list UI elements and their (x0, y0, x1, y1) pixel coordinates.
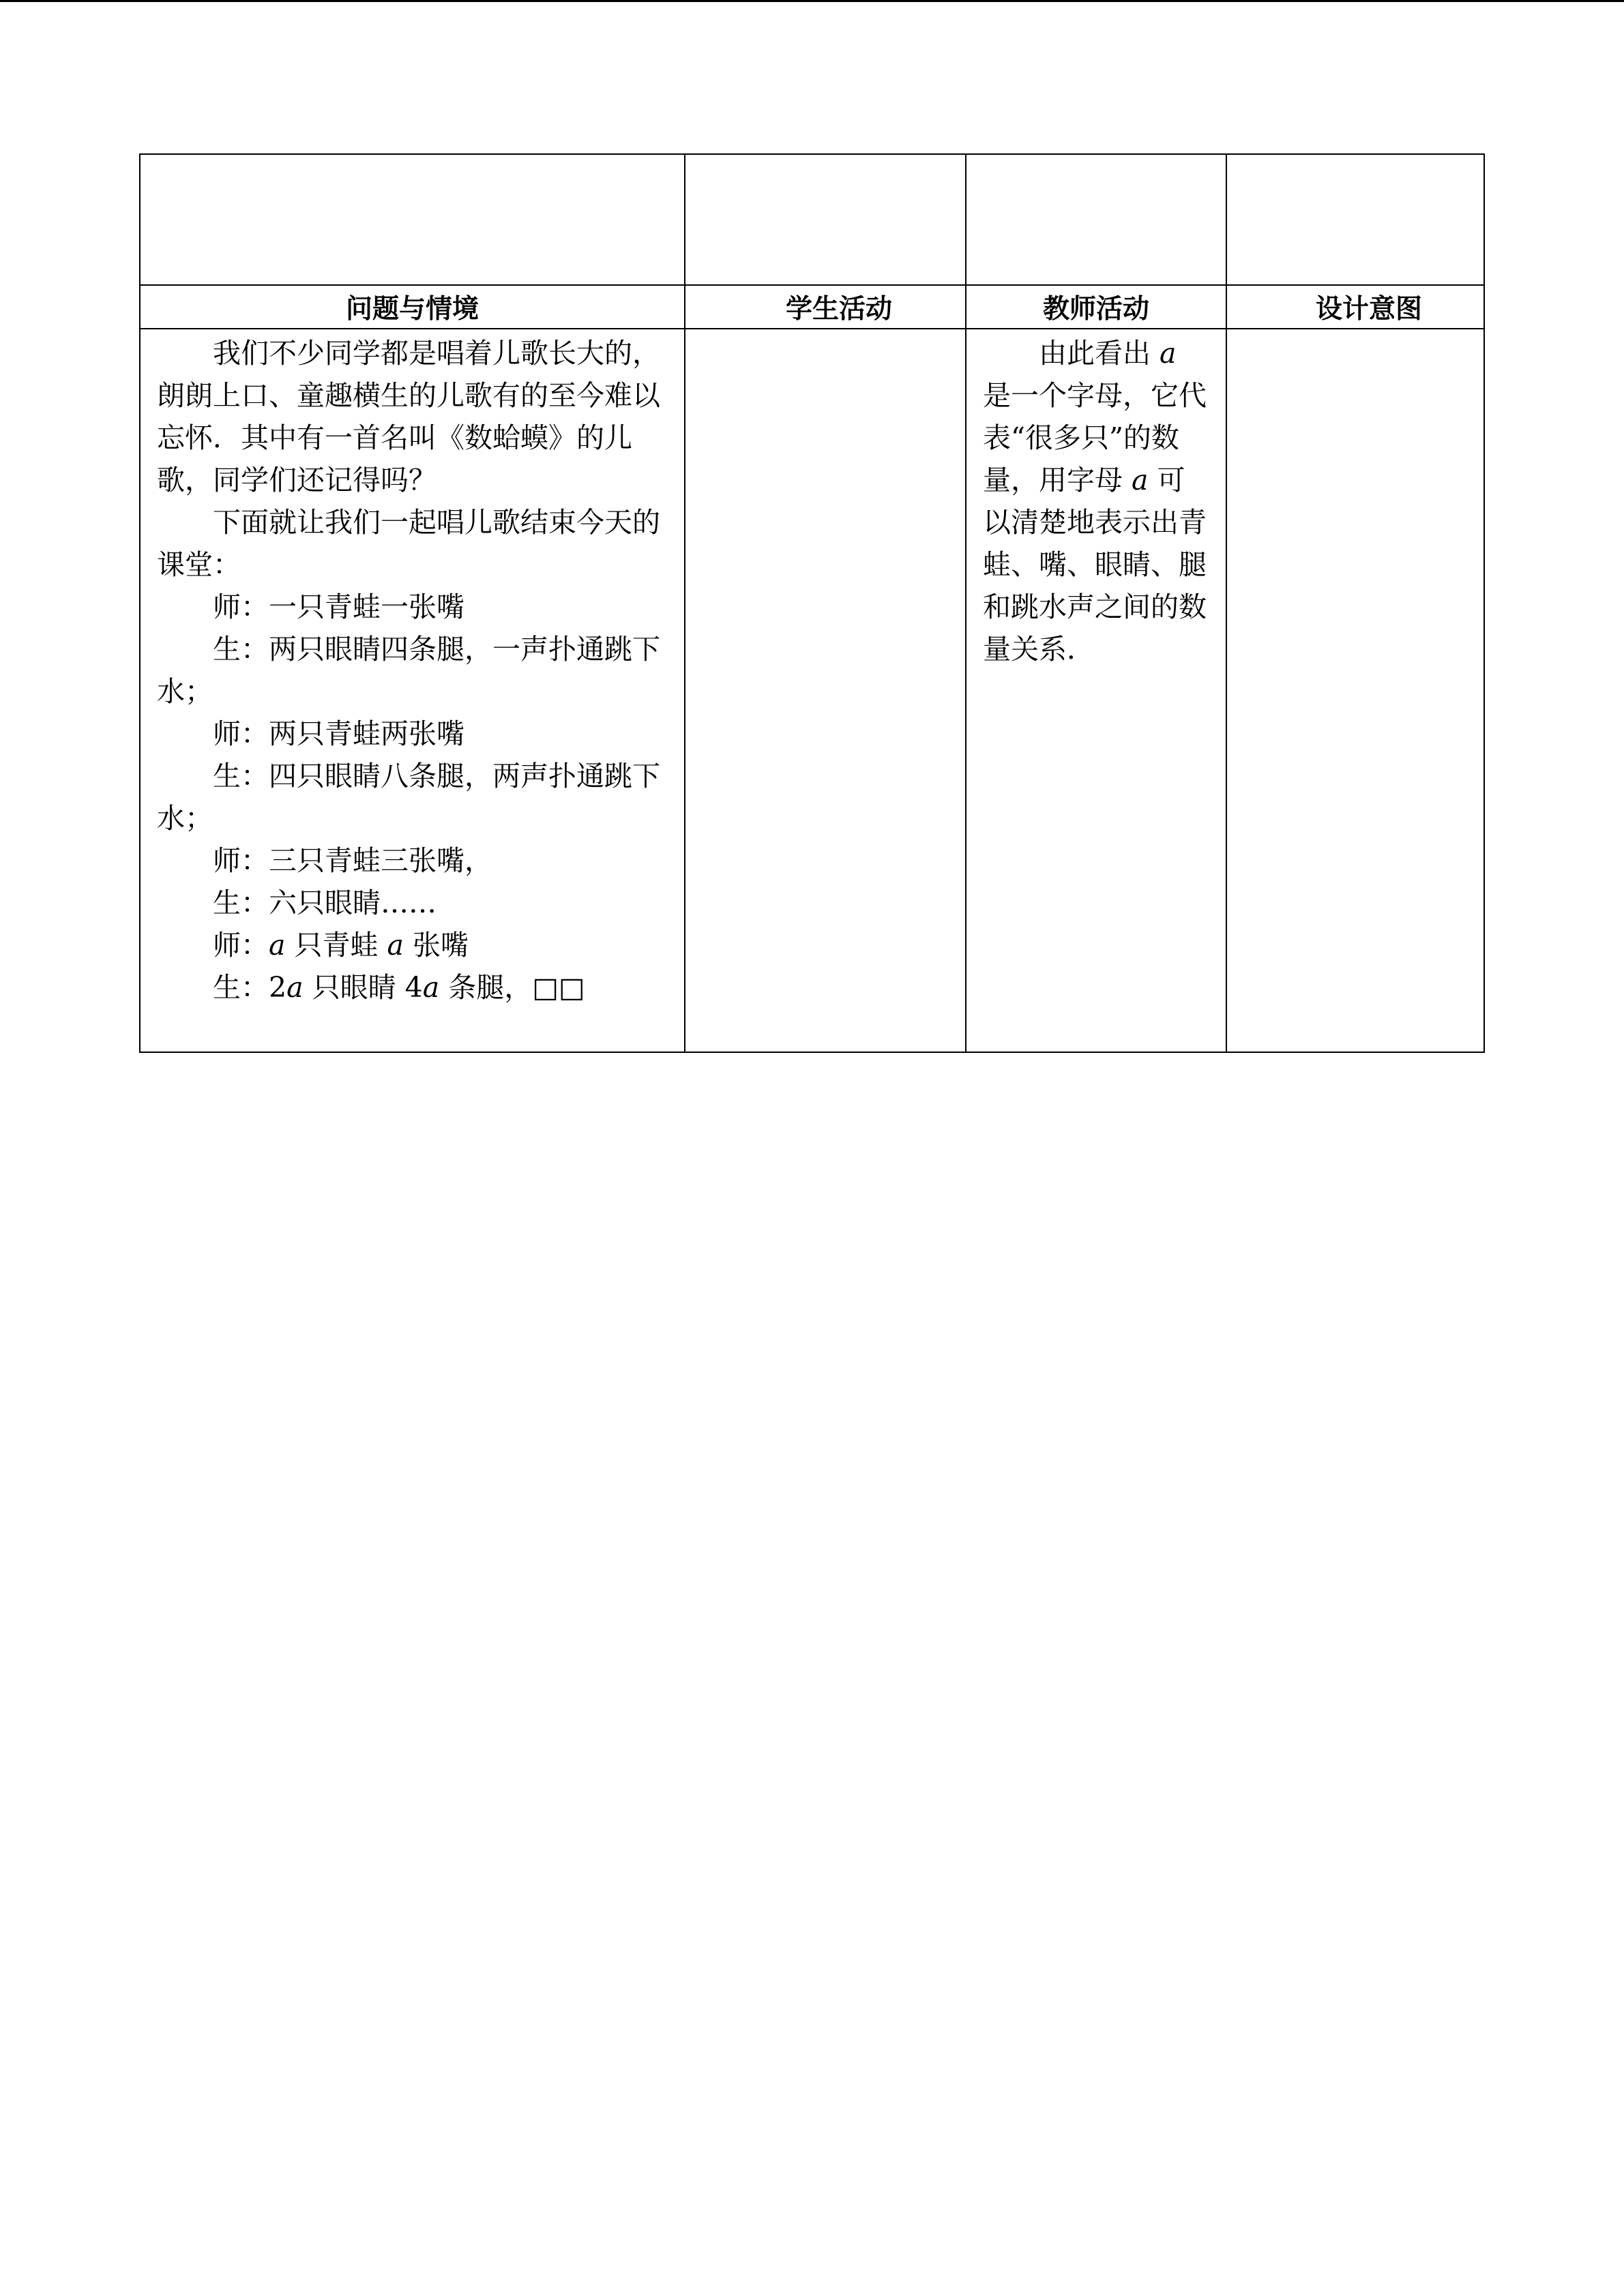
table-body-row (140, 329, 1484, 1052)
situation-paragraph: 下面就让我们一起唱儿歌结束今天的课堂： (157, 506, 660, 581)
text-segment: 可以清楚地表示出青蛙、嘴、眼睛、腿和跳水声之间的数量关系． (983, 464, 1207, 666)
variable-a: a (1132, 464, 1149, 496)
situation-text (141, 329, 684, 1009)
text-segment: 条腿，□□ (439, 971, 585, 1004)
song-line-a-frogs (157, 924, 669, 966)
table-header-row (140, 285, 1484, 329)
song-line: 生：两只眼睛四条腿，一声扑通跳下水； (157, 633, 660, 708)
text-segment: 是一个字母，它代表“很多只”的数量，用字母 (983, 379, 1207, 496)
text-segment: 由此看出 (1039, 337, 1160, 370)
header-situation: 问题与情境 (140, 285, 685, 329)
blank-cell-2 (685, 154, 966, 285)
teacher-activity-paragraph (983, 332, 1211, 670)
song-line: 师：两只青蛙两张嘴 (213, 717, 464, 750)
text-segment: 师： (213, 929, 269, 961)
song-line-a-eyes (157, 966, 669, 1009)
text-segment: 只青蛙 (285, 929, 387, 961)
blank-cell-4 (1226, 154, 1484, 285)
situation-paragraph: 我们不少同学都是唱着儿歌长大的，朗朗上口、童趣横生的儿歌有的至今难以忘怀．其中有一首名叫《数蛤蟆》的儿歌，同学们还记得吗？ (157, 337, 660, 496)
blank-cell-3 (966, 154, 1226, 285)
page-top-rule (0, 0, 1624, 2)
blank-cell-1 (140, 154, 685, 285)
design-intent-cell (1226, 329, 1484, 1052)
text-segment: 只眼睛 4 (303, 971, 423, 1004)
header-student-activity: 学生活动 (685, 285, 966, 329)
lesson-plan-table (139, 153, 1485, 1053)
header-design-intent: 设计意图 (1226, 285, 1484, 329)
header-teacher-activity: 教师活动 (966, 285, 1226, 329)
situation-cell (140, 329, 685, 1052)
teacher-activity-cell (966, 329, 1226, 1052)
variable-a: a (286, 971, 304, 1004)
variable-a: a (269, 929, 286, 961)
song-line: 师：一只青蛙一张嘴 (213, 591, 464, 623)
variable-a: a (1160, 337, 1177, 370)
teacher-activity-text (966, 329, 1226, 670)
song-line: 生：四只眼睛八条腿，两声扑通跳下水； (157, 760, 660, 835)
song-line: 师：三只青蛙三张嘴， (213, 844, 492, 877)
text-segment: 生：2 (213, 971, 287, 1004)
song-line: 生：六只眼睛…… (213, 886, 437, 919)
table-row-blank (140, 154, 1484, 285)
student-activity-cell (685, 329, 966, 1052)
variable-a: a (422, 971, 440, 1004)
variable-a: a (387, 929, 404, 961)
text-segment: 张嘴 (403, 929, 469, 961)
